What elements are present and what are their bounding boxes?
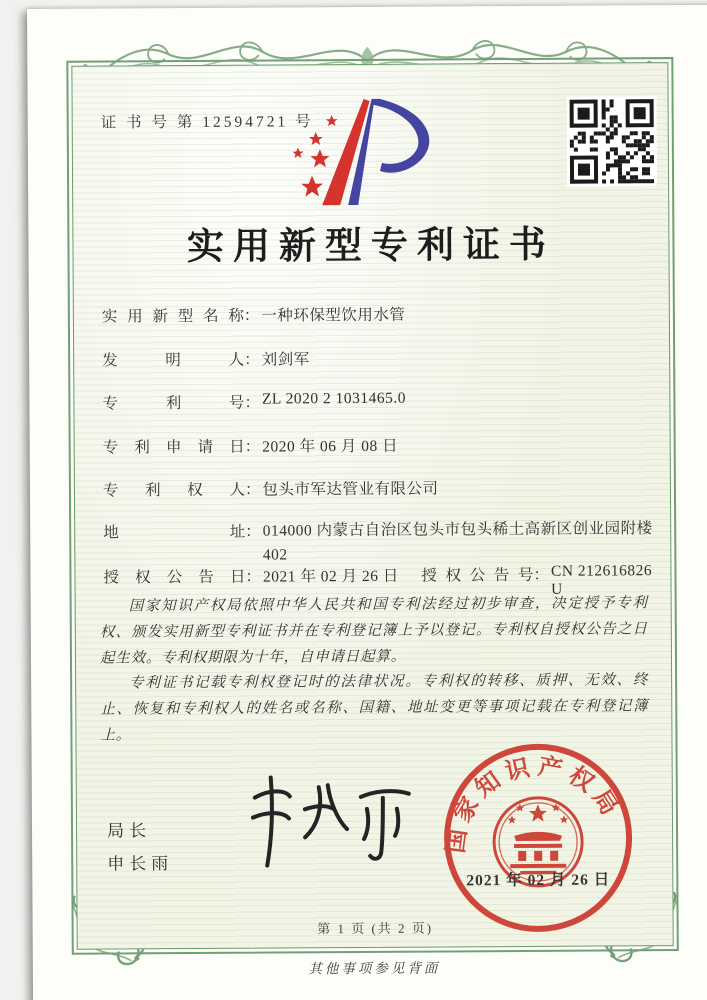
- field-value: 2020 年 06 月 08 日: [262, 437, 399, 456]
- field-label: 专利号: [102, 394, 245, 413]
- field-value: 一种环保型饮用水管: [261, 306, 406, 325]
- director-signature-icon: [215, 765, 426, 886]
- field-value: 014000 内蒙古自治区包头市包头稀土高新区创业园附楼402: [262, 520, 653, 564]
- field-value: 2021 年 02 月 26 日: [262, 567, 399, 586]
- field-label: 授权公告日: [103, 568, 246, 587]
- cnipa-logo: [276, 92, 467, 211]
- cnipa-logo-icon: [276, 92, 467, 211]
- legal-paragraph-2: 专利证书记载专利权登记时的法律状况。专利权的转移、质押、无效、终止、恢复和专利权人的姓名或名称、国籍、地址变更等事项记载在专利登记簿上。: [100, 672, 649, 744]
- certificate-frame: [71, 62, 673, 950]
- certificate-title: 实用新型专利证书: [186, 224, 556, 269]
- colon: ：: [245, 523, 261, 541]
- field-row-grant: [103, 562, 655, 598]
- field-label: 授权公告号: [421, 566, 534, 585]
- field-value: CN 212616826 U: [550, 562, 653, 598]
- field-label: 地址: [103, 523, 246, 542]
- field-label: 发明人: [102, 351, 245, 370]
- legal-paragraph-1: 国家知识产权局依照中华人民共和国专利法经过初步审查，决定授予专利权、颁发实用新型专利证书并在专利登记簿上予以登记。专利权自授权公告之日起生效。专利权期限为十年，自申请日起算。: [99, 595, 648, 667]
- colon: ：: [243, 307, 260, 325]
- legal-text: [100, 591, 649, 749]
- field-value: ZL 2020 2 1031465.0: [261, 389, 407, 408]
- qr-code-icon: [567, 96, 658, 187]
- certificate-paper: [27, 5, 707, 1000]
- page-number: 第 1 页 (共 2 页): [317, 920, 434, 937]
- field-label: 专利申请日: [102, 438, 245, 457]
- colon: ：: [245, 568, 262, 586]
- colon: ：: [244, 394, 260, 412]
- director-block: [107, 814, 173, 881]
- field-label: 实用新型名称: [101, 307, 244, 326]
- seal-date: 2021 年 02 月 26 日: [466, 871, 611, 890]
- director-name: 申长雨: [107, 854, 174, 874]
- field-row-name: [102, 301, 654, 326]
- certificate-number: 证 书 号 第 12594721 号: [100, 113, 314, 132]
- director-title: 局长: [106, 821, 152, 841]
- colon: ：: [244, 438, 261, 456]
- official-seal: [439, 739, 636, 936]
- field-value: 包头市军达管业有限公司: [262, 480, 439, 499]
- field-label: 专利权人: [102, 481, 246, 500]
- qr-code: [567, 96, 658, 187]
- field-row-patentee: [103, 475, 655, 500]
- back-side-note: 其他事项参见背面: [308, 960, 441, 977]
- field-row-inventor: [102, 345, 654, 370]
- colon: ：: [244, 481, 261, 499]
- seal-agency-text: 国家知识产权局: [442, 753, 626, 855]
- field-row-filing-date: [103, 432, 655, 457]
- field-row-address: [103, 517, 655, 568]
- colon: ：: [533, 566, 550, 584]
- colon: ：: [244, 351, 260, 369]
- field-row-patent-no: [102, 388, 654, 413]
- field-value: 刘剑军: [261, 351, 310, 369]
